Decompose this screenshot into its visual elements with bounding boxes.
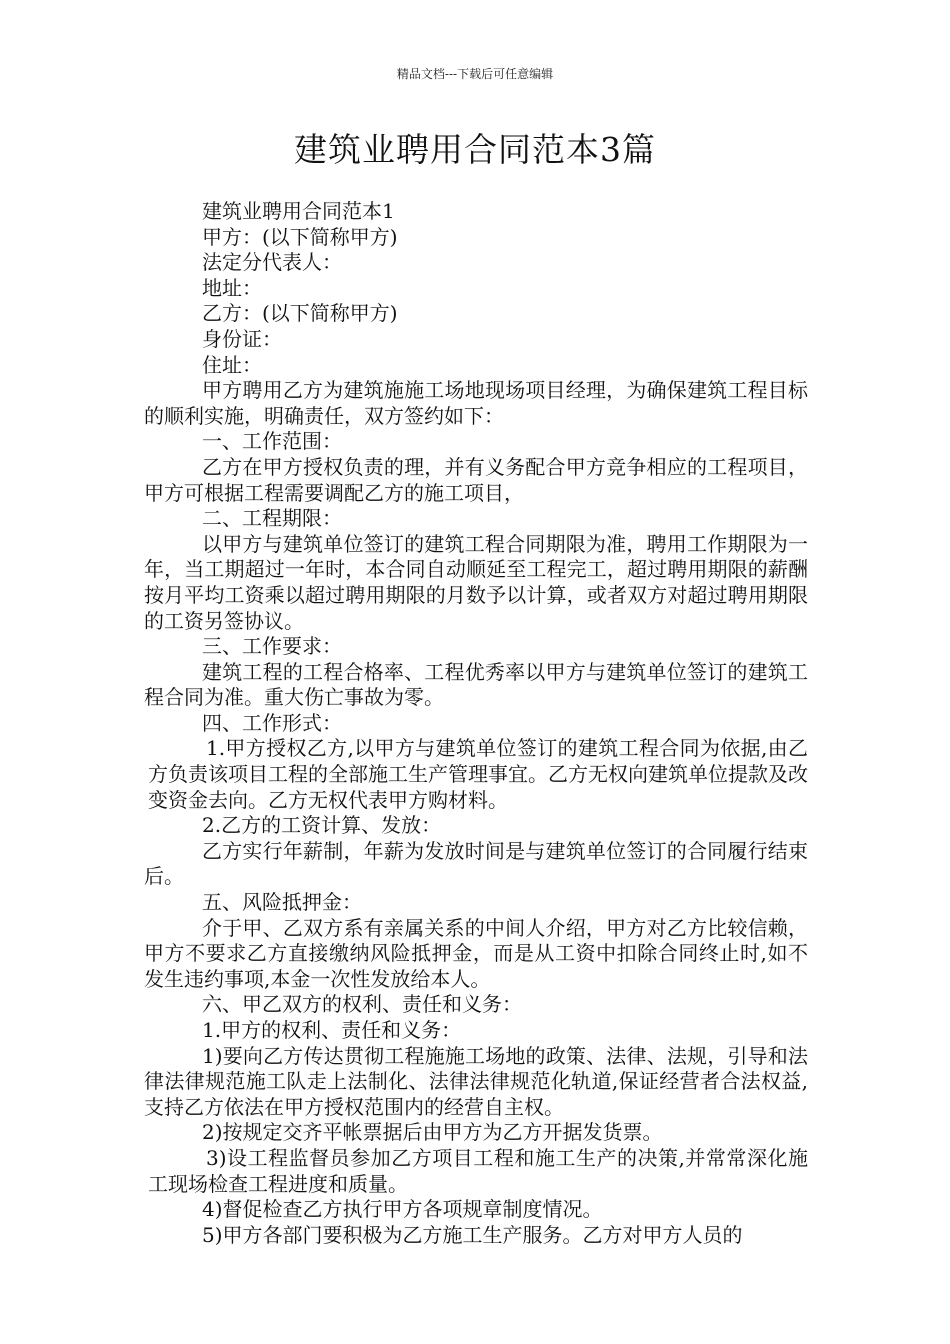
paragraph-rights-a-2: 2)按规定交齐平帐票据后由甲方为乙方开据发货票。 <box>202 1120 663 1145</box>
paragraph-rights-a: 1.甲方的权利、责任和义务： <box>202 1018 462 1042</box>
paragraph-requirements: 建筑工程的工程合格率、工程优秀率以甲方与建筑单位签订的建筑工程合同为准。重大伤亡事故为零。 <box>144 659 808 710</box>
paragraph-term: 以甲方与建筑单位签订的建筑工程合同期限为准，聘用工作期限为一年，当工期超过一年时，本合同自动顺延至工程完工，超过聘用期限的薪酬按月平均工资乘以超过聘用期限的月数予以计算，或者双方对超过聘用期限的工资另签协议。 <box>144 531 808 633</box>
paragraph-id-card: 身份证： <box>202 326 282 351</box>
section-heading-form: 四、工作形式： <box>202 710 342 735</box>
document-body <box>144 199 808 1248</box>
section-heading-rights: 六、甲乙双方的权利、责任和义务： <box>202 992 522 1017</box>
section-heading-requirements: 三、工作要求： <box>202 634 342 659</box>
paragraph-subtitle: 建筑业聘用合同范本1 <box>202 199 395 223</box>
document-title: 建筑业聘用合同范本3篇 <box>294 130 656 169</box>
paragraph-legal-rep: 法定分代表人： <box>202 250 342 275</box>
paragraph-form-1: 1.甲方授权乙方,以甲方与建筑单位签订的建筑工程合同为依据,由乙方负责该项目工程的全部施工生产管理事宜。乙方无权向建筑单位提款及改变资金去向。乙方无权代表甲方购材料。 <box>148 736 808 812</box>
paragraph-rights-a-5: 5)甲方各部门要积极为乙方施工生产服务。乙方对甲方人员的 <box>202 1222 743 1247</box>
paragraph-deposit: 介于甲、乙双方系有亲属关系的中间人介绍，甲方对乙方比较信赖，甲方不要求乙方直接缴纳风险抵押金，而是从工资中扣除合同终止时,如不发生违约事项,本金一次性发放给本人。 <box>144 915 808 991</box>
paragraph-rights-a-1: 1)要向乙方传达贯彻工程施施工场地的政策、法律、法规，引导和法律法律规范施工队走上法制化、法律法律规范化轨道,保证经营者合法权益,支持乙方依法在甲方授权范围内的经营自主权。 <box>144 1043 808 1119</box>
paragraph-rights-a-3: 3)设工程监督员参加乙方项目工程和施工生产的决策,并常常深化施工现场检查工程进度和质量。 <box>148 1145 808 1196</box>
section-heading-scope: 一、工作范围： <box>202 429 342 454</box>
paragraph-rights-a-4: 4)督促检查乙方执行甲方各项规章制度情况。 <box>202 1197 603 1222</box>
paragraph-address: 地址： <box>202 275 262 300</box>
paragraph-scope: 乙方在甲方授权负责的理，并有义务配合甲方竞争相应的工程项目，甲方可根据工程需要调配乙方的施工项目， <box>144 454 808 505</box>
section-heading-deposit: 五、风险抵押金： <box>202 890 362 915</box>
paragraph-party-a: 甲方：(以下简称甲方) <box>202 224 398 249</box>
paragraph-intro: 甲方聘用乙方为建筑施施工场地现场项目经理，为确保建筑工程目标的顺利实施，明确责任，双方签约如下： <box>144 378 808 428</box>
paragraph-residence: 住址： <box>202 352 262 377</box>
paragraph-salary: 乙方实行年薪制，年薪为发放时间是与建筑单位签订的合同履行结束后。 <box>144 838 808 889</box>
paragraph-party-b: 乙方：(以下简称甲方) <box>202 301 398 326</box>
paragraph-form-2: 2.乙方的工资计算、发放： <box>202 813 442 838</box>
section-heading-term: 二、工程期限： <box>202 506 342 531</box>
page-header: 精品文档---下载后可任意编辑 <box>396 67 554 81</box>
